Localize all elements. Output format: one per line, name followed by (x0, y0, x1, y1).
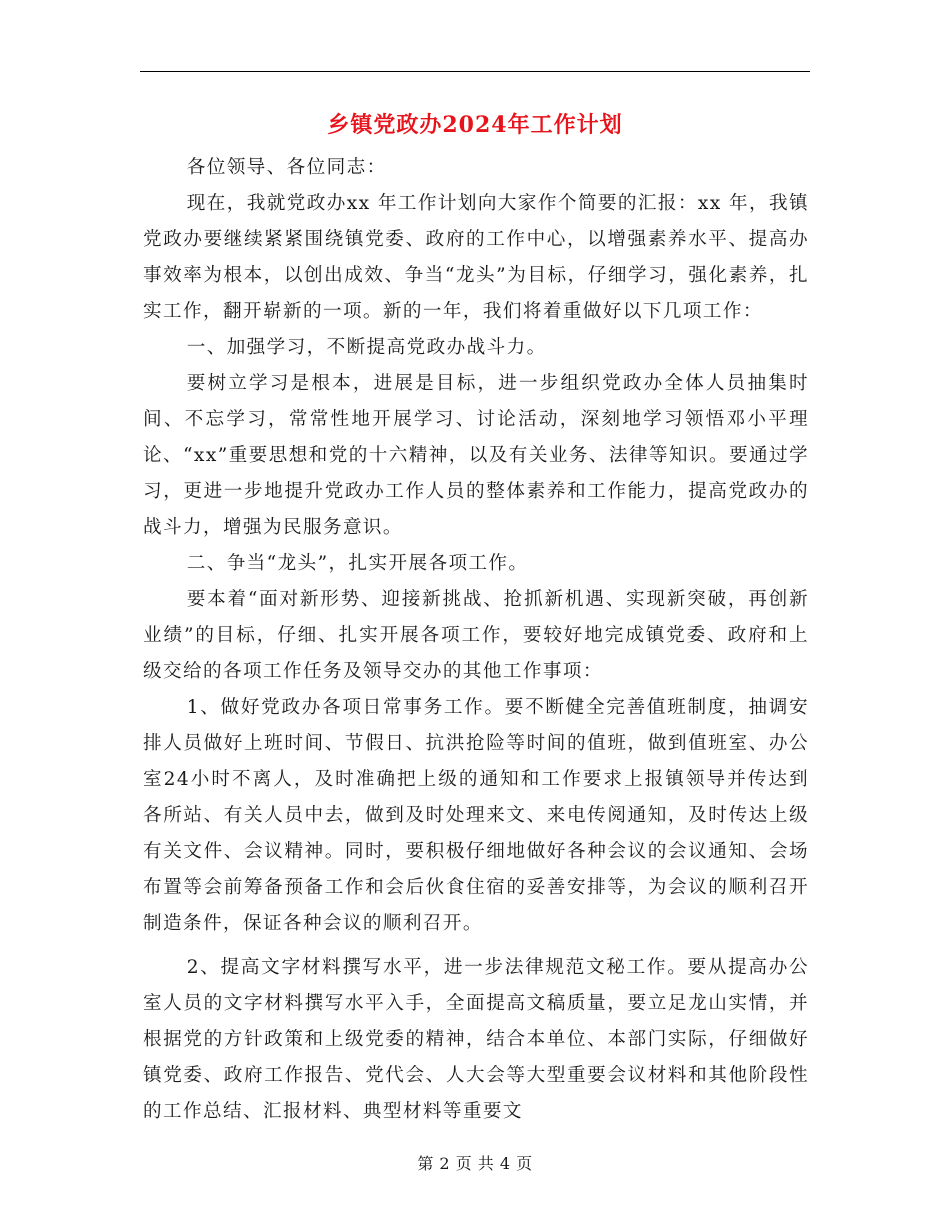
page-number-footer: 第 2 页 共 4 页 (417, 1154, 533, 1173)
item-1-paragraph: 1、做好党政办各项日常事务工作。要不断健全完善值班制度，抽调安排人员做好上班时间、节假日、抗洪抢险等时间的值班，做到值班室、办公室24小时不离人，及时准确把上级的通知和工作要求上报镇领导并传达到各所站、有关人员中去，做到及时处理来文、来电传阅通知，及时传达上级有关文件、会议精神。同时，要积极仔细地做好各种会议的会议通知、会场布置等会前筹备预备工作和会后伙食住宿的妥善安排等，为会议的顺利召开制造条件，保证各种会议的顺利召开。 (143, 697, 809, 934)
section-heading-2: 二、争当“龙头”，扎实开展各项工作。 (186, 553, 529, 574)
header-rule (140, 71, 810, 72)
document-body (143, 150, 809, 1130)
section-2-paragraph: 要本着“面对新形势、迎接新挑战、抢抓新机遇、实现新突破，再创新业绩”的目标，仔细、扎实开展各项工作，要较好地完成镇党委、政府和上级交给的各项工作任务及领导交办的其他工作事项： (143, 589, 809, 682)
document-title: 乡镇党政办2024年工作计划 (327, 112, 623, 138)
section-heading-1: 一、加强学习，不断提高党政办战斗力。 (186, 337, 547, 358)
item-2-paragraph: 2、提高文字材料撰写水平，进一步法律规范文秘工作。要从提高办公室人员的文字材料撰写水平入手，全面提高文稿质量，要立足龙山实情，并根据党的方针政策和上级党委的精神，结合本单位、本部门实际，仔细做好镇党委、政府工作报告、党代会、人大会等大型重要会议材料和其他阶段性的工作总结、汇报材料、典型材料等重要文 (143, 957, 809, 1122)
salutation-paragraph: 各位领导、各位同志： (186, 157, 387, 178)
intro-paragraph: 现在，我就党政办xx 年工作计划向大家作个简要的汇报：xx 年，我镇党政办要继续紧紧围绕镇党委、政府的工作中心，以增强素养水平、提高办事效率为根本，以创出成效、争当“龙头”为目标，仔细学习，强化素养，扎实工作，翻开崭新的一项。新的一年，我们将着重做好以下几项工作： (143, 193, 809, 322)
section-1-paragraph: 要树立学习是根本，进展是目标，进一步组织党政办全体人员抽集时间、不忘学习，常常性地开展学习、讨论活动，深刻地学习领悟邓小平理论、“xx”重要思想和党的十六精神，以及有关业务、法律等知识。要通过学习，更进一步地提升党政办工作人员的整体素养和工作能力，提高党政办的战斗力，增强为民服务意识。 (143, 373, 809, 538)
